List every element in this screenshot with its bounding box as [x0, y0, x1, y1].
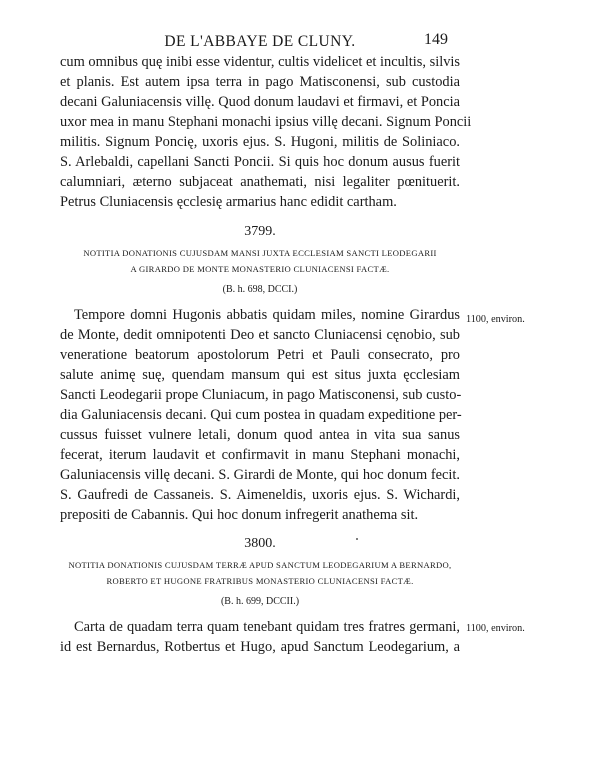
charter-number: 3799.: [244, 224, 276, 239]
charter-heading: NOTITIA DONATIONIS CUJUSDAM MANSI JUXTA ECCLESIAM SANCTI LEODEGARII: [83, 248, 437, 258]
print-speck: [356, 538, 358, 540]
text-line: prepositi de Cabannis. Qui hoc donum infregerit anathema sit.: [60, 507, 419, 523]
text-line: dia Galuniacensis decani. Qui cum postea in quadam expeditione per-: [60, 407, 462, 423]
text-line: Tempore domni Hugonis abbatis quidam miles, nomine Girardus: [74, 307, 460, 323]
text-line: Galuniacensis villę decani. S. Girardi de Monte, qui hoc donum fecit.: [60, 467, 460, 483]
charter-heading: A GIRARDO DE MONTE MONASTERIO CLUNIACENSI FACTÆ.: [130, 264, 390, 274]
charter-source: (B. h. 698, DCCI.): [222, 284, 298, 295]
text-line: veneratione beatorum apostolorum Petri et Pauli consecrato, pro: [60, 347, 460, 363]
date-margin-note: 1100, environ.: [466, 314, 525, 325]
text-line: salute animę suę, quendam mansum qui est situs juxta ęcclesiam: [60, 367, 460, 383]
charter-number: 3800.: [244, 536, 276, 551]
charter-heading: ROBERTO ET HUGONE FRATRIBUS MONASTERIO CLUNIACENSI FACTÆ.: [106, 576, 414, 586]
text-line: cum omnibus quę inibi esse videntur, cultis videlicet et incultis, silvis: [60, 54, 460, 70]
text-line: Sancti Leodegarii prope Cluniacum, in pago Matisconensi, sub custo-: [60, 387, 462, 403]
text-line: militis. Signum Poncię, uxoris ejus. S. Hugoni, militis de Soliniaco.: [60, 134, 460, 150]
text-line: cussus fuisset vulnere letali, donum quod antea in vita sua sanus: [60, 427, 460, 443]
running-title: DE L'ABBAYE DE CLUNY.: [164, 33, 356, 50]
charter-source: (B. h. 699, DCCII.): [220, 596, 300, 607]
page-number: 149: [424, 31, 448, 48]
text-line: calumniari, æterno subjaceat anathemati, nisi legaliter pœnituerit.: [60, 174, 460, 190]
text-line: id est Bernardus, Rotbertus et Hugo, apud Sanctum Leodegarium, a: [60, 639, 460, 655]
text-line: Petrus Cluniacensis ęcclesię armarius hanc edidit cartham.: [60, 194, 397, 210]
charter-heading: NOTITIA DONATIONIS CUJUSDAM TERRÆ APUD SANCTUM LEODEGARIUM A BERNARDO,: [68, 560, 452, 570]
text-line: decani Galuniacensis villę. Quod donum laudavi et firmavi, et Poncia: [60, 94, 461, 110]
text-line: Carta de quadam terra quam tenebant quidam tres fratres germani,: [74, 619, 460, 635]
text-line: uxor mea in manu Stephani monachi ipsius villę decani. Signum Poncii: [60, 114, 472, 130]
text-line: fecerat, iterum laudavit et confirmavit in manu Stephani monachi,: [60, 447, 460, 463]
text-line: et planis. Est autem ipsa terra in pago Matisconensi, sub custodia: [60, 74, 460, 90]
text-line: S. Gaufredi de Cassaneis. S. Aimeneldis, uxoris ejus. S. Wichardi,: [60, 487, 460, 503]
date-margin-note: 1100, environ.: [466, 623, 525, 634]
text-line: de Monte, dedit omnipotenti Deo et sancto Cluniacensi cęnobio, sub: [60, 327, 460, 343]
text-line: S. Arlebaldi, capellani Sancti Poncii. Si quis hoc donum ausus fuerit: [60, 154, 460, 170]
